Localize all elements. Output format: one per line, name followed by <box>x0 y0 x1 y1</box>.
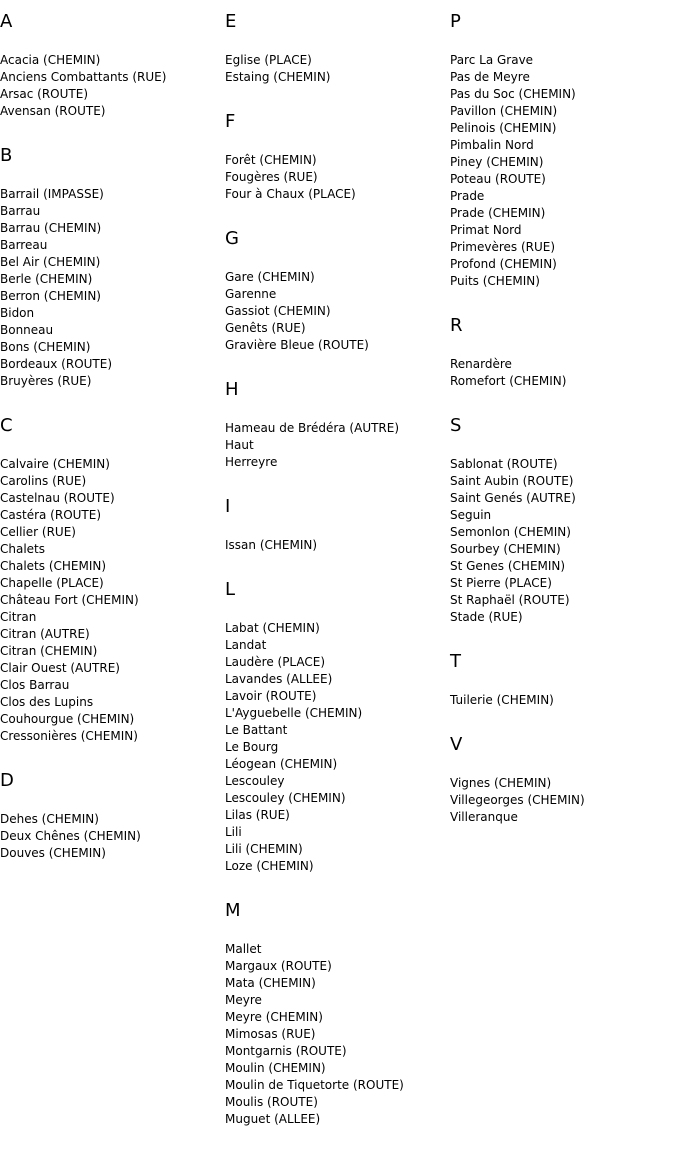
street-link[interactable]: Gare (CHEMIN) <box>225 270 315 284</box>
street-link[interactable]: Calvaire (CHEMIN) <box>0 457 110 471</box>
street-link[interactable]: Profond (CHEMIN) <box>450 257 557 271</box>
street-link[interactable]: Bordeaux (ROUTE) <box>0 357 113 371</box>
street-link[interactable]: Clos des Lupins <box>0 695 94 709</box>
letter-section <box>225 111 450 203</box>
street-link[interactable]: Barrau <box>0 204 41 218</box>
letter-section <box>450 734 675 826</box>
street-link[interactable]: Château Fort (CHEMIN) <box>0 593 139 607</box>
street-link[interactable]: Genêts (RUE) <box>225 321 306 335</box>
letter-section <box>0 770 225 862</box>
street-link[interactable]: Semonlon (CHEMIN) <box>450 525 571 539</box>
street-link[interactable]: Lescouley (CHEMIN) <box>225 791 346 805</box>
street-link[interactable]: Margaux (ROUTE) <box>225 959 332 973</box>
letter-section <box>225 11 450 86</box>
street-link[interactable]: Saint Aubin (ROUTE) <box>450 474 574 488</box>
section-letter-heading: F <box>225 111 236 132</box>
letter-section <box>225 579 450 875</box>
street-link[interactable]: Seguin <box>450 508 492 522</box>
street-link[interactable]: Anciens Combattants (RUE) <box>0 70 167 84</box>
street-column-3 <box>450 0 675 851</box>
street-link[interactable]: Garenne <box>225 287 277 301</box>
street-link[interactable]: Lescouley <box>225 774 285 788</box>
street-link[interactable]: St Pierre (PLACE) <box>450 576 552 590</box>
street-link[interactable]: Cressonières (CHEMIN) <box>0 729 138 743</box>
street-link[interactable]: Lilas (RUE) <box>225 808 290 822</box>
letter-section <box>450 315 675 390</box>
section-letter-heading: A <box>0 11 13 32</box>
letter-section <box>450 11 675 290</box>
letter-section <box>225 228 450 354</box>
street-list <box>0 811 225 862</box>
street-link[interactable]: Pas du Soc (CHEMIN) <box>450 87 576 101</box>
street-link[interactable]: Villeranque <box>450 810 518 824</box>
street-link[interactable]: Clair Ouest (AUTRE) <box>0 661 120 675</box>
street-link[interactable]: Lavandes (ALLEE) <box>225 672 333 686</box>
street-link[interactable]: Landat <box>225 638 267 652</box>
letter-section <box>450 651 675 709</box>
street-link[interactable]: Deux Chênes (CHEMIN) <box>0 829 141 843</box>
street-link[interactable]: Primevères (RUE) <box>450 240 556 254</box>
street-list <box>225 620 450 875</box>
street-link[interactable]: Gassiot (CHEMIN) <box>225 304 331 318</box>
street-link[interactable]: Lavoir (ROUTE) <box>225 689 317 703</box>
street-link[interactable]: Puits (CHEMIN) <box>450 274 540 288</box>
street-link[interactable]: Mata (CHEMIN) <box>225 976 316 990</box>
street-link[interactable]: Sourbey (CHEMIN) <box>450 542 561 556</box>
street-link[interactable]: Barrau (CHEMIN) <box>0 221 102 235</box>
street-column-1 <box>0 0 225 887</box>
street-link[interactable]: Parc La Grave <box>450 53 534 67</box>
section-letter-heading: E <box>225 11 237 32</box>
street-link[interactable]: Couhourgue (CHEMIN) <box>0 712 135 726</box>
street-link[interactable]: Tuilerie (CHEMIN) <box>450 693 554 707</box>
street-link[interactable]: Mimosas (RUE) <box>225 1027 316 1041</box>
street-list <box>450 692 675 709</box>
street-link[interactable]: Dehes (CHEMIN) <box>0 812 99 826</box>
street-link[interactable]: Pimbalin Nord <box>450 138 534 152</box>
street-link[interactable]: Renardère <box>450 357 512 371</box>
street-link[interactable]: St Raphaël (ROUTE) <box>450 593 570 607</box>
street-link[interactable]: Citran (CHEMIN) <box>0 644 98 658</box>
street-link[interactable]: Le Battant <box>225 723 288 737</box>
section-letter-heading: C <box>0 415 13 436</box>
street-link[interactable]: Bel Air (CHEMIN) <box>0 255 101 269</box>
street-link[interactable]: Gravière Bleue (ROUTE) <box>225 338 369 352</box>
street-link[interactable]: Stade (RUE) <box>450 610 523 624</box>
street-link[interactable]: Romefort (CHEMIN) <box>450 374 567 388</box>
street-link[interactable]: Villegeorges (CHEMIN) <box>450 793 585 807</box>
street-link[interactable]: Saint Genés (AUTRE) <box>450 491 576 505</box>
street-link[interactable]: Vignes (CHEMIN) <box>450 776 552 790</box>
street-link[interactable]: Avensan (ROUTE) <box>0 104 106 118</box>
street-list <box>225 420 450 471</box>
street-link[interactable]: Lili <box>225 825 242 839</box>
section-letter-heading: S <box>450 415 462 436</box>
street-link[interactable]: Laudère (PLACE) <box>225 655 326 669</box>
street-link[interactable]: Estaing (CHEMIN) <box>225 70 331 84</box>
street-link[interactable]: Pas de Meyre <box>450 70 530 84</box>
street-list <box>225 152 450 203</box>
street-column-2 <box>225 0 450 1153</box>
street-link[interactable]: Moulin de Tiquetorte (ROUTE) <box>225 1078 404 1092</box>
street-link[interactable]: Herreyre <box>225 455 278 469</box>
letter-section <box>225 900 450 1128</box>
street-link[interactable]: Castéra (ROUTE) <box>0 508 102 522</box>
street-link[interactable]: Haut <box>225 438 254 452</box>
street-link[interactable]: Chapelle (PLACE) <box>0 576 104 590</box>
street-link[interactable]: Meyre (CHEMIN) <box>225 1010 323 1024</box>
street-link[interactable]: Meyre <box>225 993 262 1007</box>
street-list <box>225 941 450 1128</box>
letter-section <box>450 415 675 626</box>
street-link[interactable]: Loze (CHEMIN) <box>225 859 314 873</box>
letter-section <box>0 11 225 120</box>
letter-section <box>0 145 225 390</box>
street-list <box>450 456 675 626</box>
street-list <box>0 456 225 745</box>
street-link[interactable]: St Genes (CHEMIN) <box>450 559 566 573</box>
street-list <box>225 269 450 354</box>
street-link[interactable]: Citran (AUTRE) <box>0 627 90 641</box>
street-link[interactable]: Chalets (CHEMIN) <box>0 559 107 573</box>
letter-section <box>225 379 450 471</box>
section-letter-heading: T <box>450 651 461 672</box>
street-link[interactable]: Eglise (PLACE) <box>225 53 312 67</box>
letter-section <box>225 496 450 554</box>
street-link[interactable]: Primat Nord <box>450 223 522 237</box>
street-link[interactable]: Mallet <box>225 942 262 956</box>
street-link[interactable]: Fougères (RUE) <box>225 170 318 184</box>
street-link[interactable]: Moulis (ROUTE) <box>225 1095 318 1109</box>
street-link[interactable]: Berle (CHEMIN) <box>0 272 93 286</box>
street-link[interactable]: Le Bourg <box>225 740 279 754</box>
section-letter-heading: M <box>225 900 241 921</box>
street-link[interactable]: Chalets <box>0 542 46 556</box>
section-letter-heading: B <box>0 145 13 166</box>
street-link[interactable]: Clos Barrau <box>0 678 70 692</box>
street-link[interactable]: Carolins (RUE) <box>0 474 87 488</box>
section-letter-heading: H <box>225 379 239 400</box>
street-link[interactable]: Prade <box>450 189 485 203</box>
street-link[interactable]: Poteau (ROUTE) <box>450 172 546 186</box>
street-link[interactable]: Barrail (IMPASSE) <box>0 187 104 201</box>
street-link[interactable]: Moulin (CHEMIN) <box>225 1061 326 1075</box>
street-link[interactable]: Sablonat (ROUTE) <box>450 457 558 471</box>
street-link[interactable]: Acacia (CHEMIN) <box>0 53 101 67</box>
street-list <box>225 52 450 86</box>
street-link[interactable]: Piney (CHEMIN) <box>450 155 544 169</box>
street-link[interactable]: Douves (CHEMIN) <box>0 846 106 860</box>
street-link[interactable]: Issan (CHEMIN) <box>225 538 318 552</box>
section-letter-heading: D <box>0 770 14 791</box>
section-letter-heading: L <box>225 579 236 600</box>
street-list <box>0 52 225 120</box>
street-link[interactable]: Bruyères (RUE) <box>0 374 92 388</box>
street-link[interactable]: Forêt (CHEMIN) <box>225 153 317 167</box>
street-link[interactable]: Labat (CHEMIN) <box>225 621 320 635</box>
street-list <box>0 186 225 390</box>
letter-section <box>0 415 225 745</box>
street-link[interactable]: Castelnau (ROUTE) <box>0 491 115 505</box>
street-link[interactable]: Lili (CHEMIN) <box>225 842 303 856</box>
street-link[interactable]: Bons (CHEMIN) <box>0 340 91 354</box>
street-link[interactable]: Pelinois (CHEMIN) <box>450 121 557 135</box>
street-list <box>450 356 675 390</box>
street-link[interactable]: Léogean (CHEMIN) <box>225 757 338 771</box>
street-link[interactable]: Four à Chaux (PLACE) <box>225 187 356 201</box>
street-list <box>225 537 450 554</box>
street-link[interactable]: Prade (CHEMIN) <box>450 206 546 220</box>
street-list <box>450 52 675 290</box>
street-list <box>450 775 675 826</box>
street-link[interactable]: Citran <box>0 610 37 624</box>
street-link[interactable]: Muguet (ALLEE) <box>225 1112 321 1126</box>
street-link[interactable]: Cellier (RUE) <box>0 525 76 539</box>
street-link[interactable]: Pavillon (CHEMIN) <box>450 104 558 118</box>
street-link[interactable]: Bonneau <box>0 323 54 337</box>
street-link[interactable]: Berron (CHEMIN) <box>0 289 101 303</box>
section-letter-heading: I <box>225 496 231 517</box>
section-letter-heading: G <box>225 228 239 249</box>
street-link[interactable]: Montgarnis (ROUTE) <box>225 1044 347 1058</box>
street-link[interactable]: Arsac (ROUTE) <box>0 87 89 101</box>
street-link[interactable]: Hameau de Brédéra (AUTRE) <box>225 421 400 435</box>
street-link[interactable]: L'Ayguebelle (CHEMIN) <box>225 706 363 720</box>
section-letter-heading: P <box>450 11 461 32</box>
street-link[interactable]: Barreau <box>0 238 48 252</box>
section-letter-heading: V <box>450 734 463 755</box>
street-link[interactable]: Bidon <box>0 306 35 320</box>
section-letter-heading: R <box>450 315 463 336</box>
